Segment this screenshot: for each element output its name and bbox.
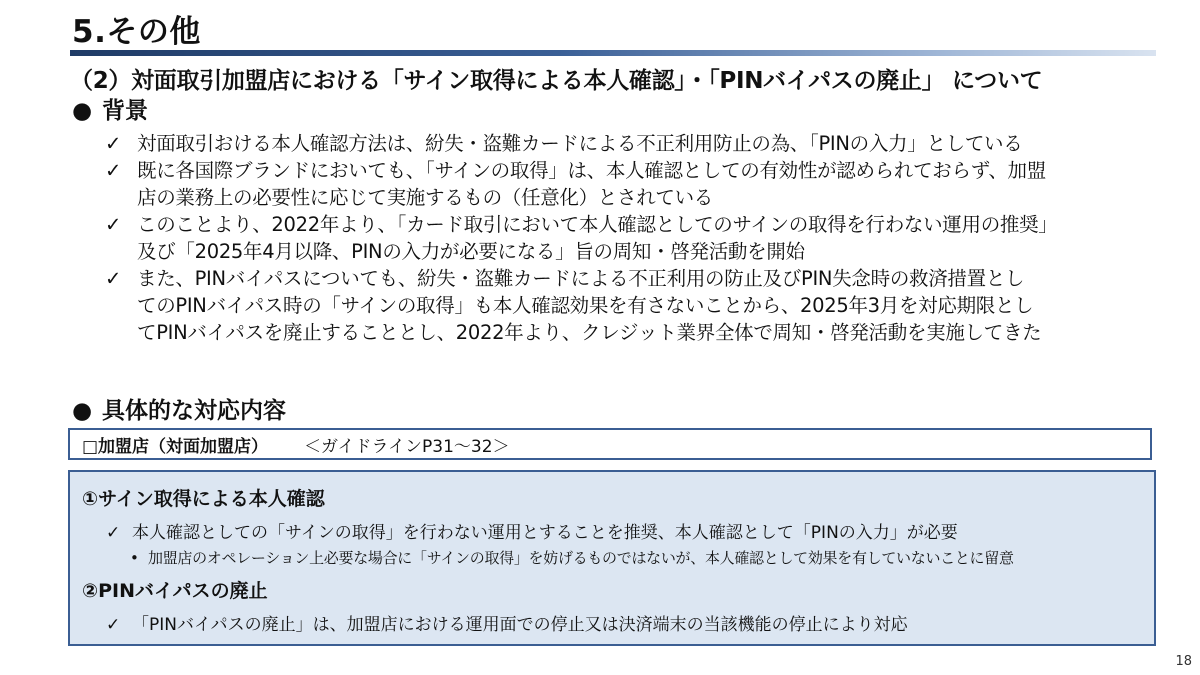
sign-sub-item bbox=[130, 547, 1014, 568]
sign-check-text: 本人確認としての「サインの取得」を行わない運用とすることを推奨、本人確認として「PINの入力」が必要 bbox=[132, 523, 958, 543]
check-icon: ✓ bbox=[105, 267, 122, 290]
list-item-line: 及び「2025年4月以降、PINの入力が必要になる」旨の周知・啓発活動を開始 bbox=[137, 240, 805, 263]
bullet-dot-icon: ● bbox=[72, 98, 93, 124]
bullet-icon: • bbox=[130, 549, 139, 567]
list-item-line: 既に各国際ブランドにおいても、「サインの取得」は、本人確認としての有効性が認められておらず、加盟 bbox=[137, 159, 1046, 182]
sign-check-item bbox=[106, 518, 958, 543]
merchant-box bbox=[68, 428, 1152, 460]
response-detail-box bbox=[68, 470, 1156, 646]
bullet-dot-icon: ● bbox=[72, 398, 93, 424]
sign-sub-text: 加盟店のオペレーション上必要な場合に「サインの取得」を妨げるものではないが、本人確認として効果を有していないことに留意 bbox=[148, 549, 1014, 567]
pin-check-text: 「PINバイパスの廃止」は、加盟店における運用面での停止又は決済端末の当該機能の停止により対応 bbox=[132, 615, 908, 635]
response-heading-text: 具体的な対応内容 bbox=[102, 398, 286, 424]
list-item-line: てPINバイパスを廃止することとし、2022年より、クレジット業界全体で周知・啓発活動を実施してきた bbox=[137, 321, 1042, 344]
check-icon: ✓ bbox=[106, 523, 121, 543]
check-icon: ✓ bbox=[105, 159, 122, 182]
list-item-line: 対面取引おける本人確認方法は、紛失・盗難カードによる不正利用防止の為、「PINの入力」としている bbox=[137, 132, 1023, 155]
background-list bbox=[105, 130, 1165, 346]
response-heading bbox=[72, 392, 286, 425]
background-heading bbox=[72, 92, 148, 125]
list-item bbox=[105, 130, 1165, 157]
list-item-line: また、PINバイパスについても、紛失・盗難カードによる不正利用の防止及びPIN失念時の救済措置とし bbox=[137, 267, 1025, 290]
title-underline-bar bbox=[70, 50, 1156, 56]
list-item-line: 店の業務上の必要性に応じて実施するもの（任意化）とされている bbox=[137, 186, 714, 209]
slide-title: 5.その他 bbox=[72, 14, 201, 50]
list-item-line: てのPINバイパス時の「サインの取得」も本人確認効果を有さないことから、2025年3月を対応期限とし bbox=[137, 294, 1034, 317]
pin-heading: ②PINバイパスの廃止 bbox=[82, 580, 268, 602]
guideline-reference: ＜ガイドラインP31～32＞ bbox=[304, 436, 510, 457]
check-icon: ✓ bbox=[105, 132, 122, 155]
list-item bbox=[105, 265, 1165, 346]
check-icon: ✓ bbox=[106, 615, 121, 635]
pin-check-item bbox=[106, 610, 908, 635]
sign-heading: ①サイン取得による本人確認 bbox=[82, 488, 325, 510]
merchant-box-label: □加盟店（対面加盟店） bbox=[82, 436, 269, 457]
list-item bbox=[105, 157, 1165, 211]
check-icon: ✓ bbox=[105, 213, 122, 236]
background-heading-text: 背景 bbox=[102, 98, 148, 124]
list-item-line: このことより、2022年より、「カード取引において本人確認としてのサインの取得を行わない運用の推奨」 bbox=[137, 213, 1058, 236]
list-item bbox=[105, 211, 1165, 265]
slide-subtitle: （2）対面取引加盟店における「サイン取得による本人確認」・「PINバイパスの廃止」 について bbox=[70, 68, 1043, 94]
page-number: 18 bbox=[1175, 654, 1192, 669]
